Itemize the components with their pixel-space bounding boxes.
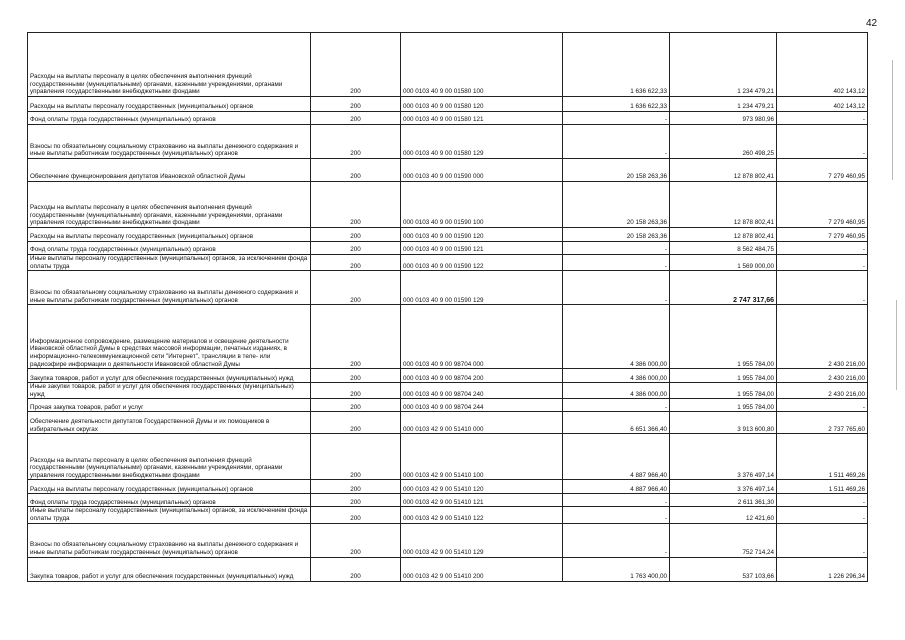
line-code: 200 xyxy=(311,523,401,557)
approved-amount: - xyxy=(563,242,670,255)
unexecuted-amount: 7 279 460,95 xyxy=(777,159,868,182)
line-code: 200 xyxy=(311,494,401,507)
budget-classification-code: 000 0103 40 9 00 01590 121 xyxy=(401,242,563,255)
unexecuted-amount: - xyxy=(777,112,868,125)
executed-amount: 3 913 600,80 xyxy=(670,412,777,434)
budget-classification-code: 000 0103 40 9 00 01590 100 xyxy=(401,182,563,228)
approved-amount: 1 636 622,33 xyxy=(563,97,670,112)
line-code: 200 xyxy=(311,557,401,581)
line-code: 200 xyxy=(311,480,401,494)
page-number: 42 xyxy=(866,18,878,29)
unexecuted-amount: - xyxy=(777,494,868,507)
budget-classification-code: 000 0103 42 9 00 51410 000 xyxy=(401,412,563,434)
unexecuted-amount: - xyxy=(777,523,868,557)
unexecuted-amount: 7 279 460,95 xyxy=(777,228,868,242)
budget-classification-code: 000 0103 42 9 00 51410 200 xyxy=(401,557,563,581)
executed-amount: 973 980,96 xyxy=(670,112,777,125)
expense-name: Прочая закупка товаров, работ и услуг xyxy=(28,399,311,412)
line-code: 200 xyxy=(311,434,401,480)
executed-amount: 260 498,25 xyxy=(670,125,777,159)
line-code: 200 xyxy=(311,33,401,97)
budget-classification-code: 000 0103 40 9 00 98704 200 xyxy=(401,369,563,383)
executed-amount: 12 878 802,41 xyxy=(670,182,777,228)
expense-name: Фонд оплаты труда государственных (муниципальных) органов xyxy=(28,242,311,255)
expense-name: Обеспечение функционирования депутатов Ивановской областной Думы xyxy=(28,159,311,182)
executed-amount: 1 955 784,00 xyxy=(670,305,777,369)
approved-amount: - xyxy=(563,271,670,305)
unexecuted-amount: - xyxy=(777,125,868,159)
approved-amount: 1 636 622,33 xyxy=(563,33,670,97)
expense-name: Расходы на выплаты персоналу в целях обеспечения выполнения функций государственными (муниципальными) органами, казенными учреждениями, органами управления государственными внебюджетными фондами xyxy=(28,33,311,97)
table-row xyxy=(28,255,868,271)
table-row xyxy=(28,242,868,255)
unexecuted-amount: 2 737 765,60 xyxy=(777,412,868,434)
approved-amount: - xyxy=(563,507,670,523)
budget-classification-code: 000 0103 40 9 00 01580 100 xyxy=(401,33,563,97)
executed-amount: 1 955 784,00 xyxy=(670,383,777,399)
line-code: 200 xyxy=(311,97,401,112)
unexecuted-amount: - xyxy=(777,271,868,305)
approved-amount: - xyxy=(563,125,670,159)
line-code: 200 xyxy=(311,369,401,383)
approved-amount: 4 386 000,00 xyxy=(563,369,670,383)
table-row xyxy=(28,33,868,97)
expense-name: Расходы на выплаты персоналу государственных (муниципальных) органов xyxy=(28,228,311,242)
executed-amount: 752 714,24 xyxy=(670,523,777,557)
table-row xyxy=(28,182,868,228)
unexecuted-amount: 1 511 469,26 xyxy=(777,480,868,494)
budget-classification-code: 000 0103 42 9 00 51410 100 xyxy=(401,434,563,480)
unexecuted-amount: 7 279 460,95 xyxy=(777,182,868,228)
budget-classification-code: 000 0103 40 9 00 01590 122 xyxy=(401,255,563,271)
expense-name: Фонд оплаты труда государственных (муниципальных) органов xyxy=(28,494,311,507)
expense-name: Расходы на выплаты персоналу в целях обеспечения выполнения функций государственными (муниципальными) органами, казенными учреждениями, органами управления государственными внебюджетными фондами xyxy=(28,434,311,480)
expense-name: Обеспечение деятельности депутатов Государственной Думы и их помощников в избирательных округах xyxy=(28,412,311,434)
unexecuted-amount: 2 430 216,00 xyxy=(777,369,868,383)
budget-classification-code: 000 0103 40 9 00 98704 000 xyxy=(401,305,563,369)
approved-amount: - xyxy=(563,112,670,125)
table-row xyxy=(28,557,868,581)
approved-amount: - xyxy=(563,494,670,507)
approved-amount: - xyxy=(563,399,670,412)
approved-amount: 4 386 000,00 xyxy=(563,305,670,369)
expense-name: Закупка товаров, работ и услуг для обеспечения государственных (муниципальных) нужд xyxy=(28,369,311,383)
unexecuted-amount: - xyxy=(777,255,868,271)
approved-amount: 1 763 400,00 xyxy=(563,557,670,581)
executed-amount: 12 878 802,41 xyxy=(670,159,777,182)
executed-amount: 2 747 317,66 xyxy=(670,271,777,305)
expense-name: Иные выплаты персоналу государственных (муниципальных) органов, за исключением фонда оплаты труда xyxy=(28,255,311,271)
unexecuted-amount: 1 511 469,26 xyxy=(777,434,868,480)
executed-amount: 537 103,66 xyxy=(670,557,777,581)
scan-artifact xyxy=(892,60,893,180)
budget-classification-code: 000 0103 40 9 00 01590 000 xyxy=(401,159,563,182)
table-row xyxy=(28,271,868,305)
executed-amount: 1 234 479,21 xyxy=(670,97,777,112)
approved-amount: 6 651 366,40 xyxy=(563,412,670,434)
expense-name: Иные выплаты персоналу государственных (муниципальных) органов, за исключением фонда оплаты труда xyxy=(28,507,311,523)
executed-amount: 8 562 484,75 xyxy=(670,242,777,255)
line-code: 200 xyxy=(311,271,401,305)
table-row xyxy=(28,399,868,412)
table-row xyxy=(28,369,868,383)
table-row xyxy=(28,507,868,523)
approved-amount: 4 887 966,40 xyxy=(563,480,670,494)
executed-amount: 1 569 000,00 xyxy=(670,255,777,271)
expense-name: Взносы по обязательному социальному страхованию на выплаты денежного содержания и иные выплаты работникам государственных (муниципальных) органов xyxy=(28,271,311,305)
approved-amount: 4 887 966,40 xyxy=(563,434,670,480)
expense-name: Фонд оплаты труда государственных (муниципальных) органов xyxy=(28,112,311,125)
table-row xyxy=(28,480,868,494)
table-row xyxy=(28,383,868,399)
budget-classification-code: 000 0103 42 9 00 51410 122 xyxy=(401,507,563,523)
line-code: 200 xyxy=(311,159,401,182)
unexecuted-amount: - xyxy=(777,399,868,412)
table-row xyxy=(28,523,868,557)
approved-amount: - xyxy=(563,523,670,557)
budget-classification-code: 000 0103 40 9 00 01580 120 xyxy=(401,97,563,112)
table-row xyxy=(28,112,868,125)
table-row xyxy=(28,228,868,242)
expense-name: Иные закупки товаров, работ и услуг для обеспечения государственных (муниципальных) нужд xyxy=(28,383,311,399)
table-row xyxy=(28,412,868,434)
unexecuted-amount: - xyxy=(777,242,868,255)
expense-name: Расходы на выплаты персоналу в целях обеспечения выполнения функций государственными (муниципальными) органами, казенными учреждениями, органами управления государственными внебюджетными фондами xyxy=(28,182,311,228)
line-code: 200 xyxy=(311,383,401,399)
executed-amount: 12 878 802,41 xyxy=(670,228,777,242)
table-row xyxy=(28,434,868,480)
executed-amount: 3 376 497,14 xyxy=(670,434,777,480)
line-code: 200 xyxy=(311,228,401,242)
table-row xyxy=(28,494,868,507)
budget-classification-code: 000 0103 40 9 00 01590 120 xyxy=(401,228,563,242)
budget-classification-code: 000 0103 40 9 00 01580 129 xyxy=(401,125,563,159)
line-code: 200 xyxy=(311,305,401,369)
unexecuted-amount: 2 430 216,00 xyxy=(777,383,868,399)
budget-table xyxy=(27,32,868,582)
executed-amount: 1 234 479,21 xyxy=(670,33,777,97)
budget-classification-code: 000 0103 40 9 00 01580 121 xyxy=(401,112,563,125)
line-code: 200 xyxy=(311,112,401,125)
budget-classification-code: 000 0103 42 9 00 51410 121 xyxy=(401,494,563,507)
line-code: 200 xyxy=(311,242,401,255)
budget-classification-code: 000 0103 42 9 00 51410 120 xyxy=(401,480,563,494)
unexecuted-amount: - xyxy=(777,507,868,523)
budget-classification-code: 000 0103 40 9 00 98704 240 xyxy=(401,383,563,399)
line-code: 200 xyxy=(311,507,401,523)
approved-amount: 4 386 000,00 xyxy=(563,383,670,399)
table-row xyxy=(28,125,868,159)
table-row xyxy=(28,305,868,369)
executed-amount: 2 611 361,30 xyxy=(670,494,777,507)
approved-amount: 20 158 263,36 xyxy=(563,228,670,242)
line-code: 200 xyxy=(311,125,401,159)
expense-name: Закупка товаров, работ и услуг для обеспечения государственных (муниципальных) нужд xyxy=(28,557,311,581)
budget-classification-code: 000 0103 40 9 00 98704 244 xyxy=(401,399,563,412)
expense-name: Расходы на выплаты персоналу государственных (муниципальных) органов xyxy=(28,97,311,112)
table-row xyxy=(28,97,868,112)
approved-amount: - xyxy=(563,255,670,271)
approved-amount: 20 158 263,36 xyxy=(563,159,670,182)
expense-name: Взносы по обязательному социальному страхованию на выплаты денежного содержания и иные выплаты работникам государственных (муниципальных) органов xyxy=(28,125,311,159)
unexecuted-amount: 2 430 216,00 xyxy=(777,305,868,369)
executed-amount: 3 376 497,14 xyxy=(670,480,777,494)
expense-name: Расходы на выплаты персоналу государственных (муниципальных) органов xyxy=(28,480,311,494)
unexecuted-amount: 402 143,12 xyxy=(777,33,868,97)
line-code: 200 xyxy=(311,182,401,228)
budget-classification-code: 000 0103 40 9 00 01590 129 xyxy=(401,271,563,305)
executed-amount: 12 421,60 xyxy=(670,507,777,523)
expense-name: Информационное сопровождение, размещение материалов и освещение деятельности Ивановской областной Думы в средствах массовой информации, печатных изданиях, в информационно-телекоммуникационной сети "Интернет", трансляции в теле- или радиоэфире информации о деятельности Ивановской областной Думы xyxy=(28,305,311,369)
table-row xyxy=(28,159,868,182)
expense-name: Взносы по обязательному социальному страхованию на выплаты денежного содержания и иные выплаты работникам государственных (муниципальных) органов xyxy=(28,523,311,557)
approved-amount: 20 158 263,36 xyxy=(563,182,670,228)
unexecuted-amount: 402 143,12 xyxy=(777,97,868,112)
scan-artifact xyxy=(896,300,897,390)
line-code: 200 xyxy=(311,412,401,434)
unexecuted-amount: 1 226 296,34 xyxy=(777,557,868,581)
budget-classification-code: 000 0103 42 9 00 51410 129 xyxy=(401,523,563,557)
executed-amount: 1 955 784,00 xyxy=(670,399,777,412)
executed-amount: 1 955 784,00 xyxy=(670,369,777,383)
line-code: 200 xyxy=(311,255,401,271)
line-code: 200 xyxy=(311,399,401,412)
